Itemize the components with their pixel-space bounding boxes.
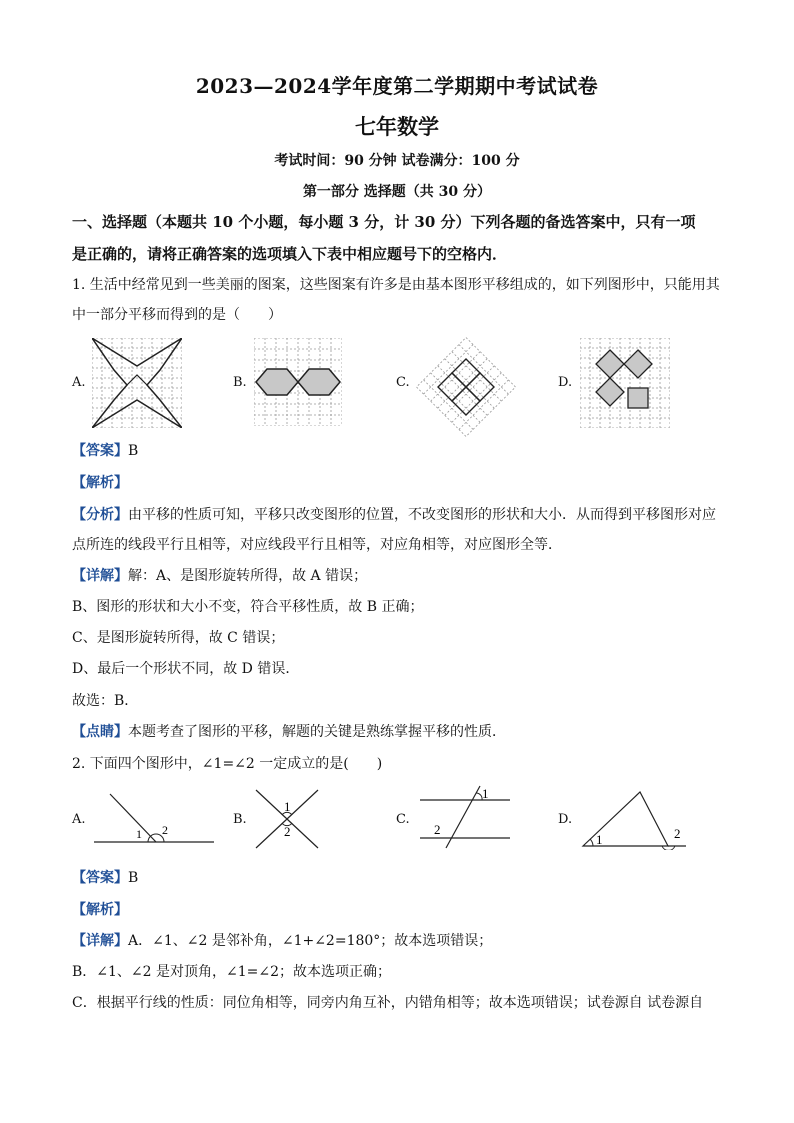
section-instruction-line2: 是正确的，请将正确答案的选项填入下表中相应题号下的空格内． — [72, 245, 508, 263]
q1-detail-d: D、最后一个形状不同，故 D 错误． — [72, 661, 300, 677]
angle-1-label: 1 — [596, 832, 603, 847]
q1-option-b-label: B. — [233, 375, 247, 390]
q1-stem-line1: 1. 生活中经常见到一些美丽的图案，这些图案有许多是由基本图形平移组成的，如下列图形中，只能用其 — [72, 277, 720, 293]
q1-figure-b — [254, 338, 342, 426]
q1-answer-row — [72, 441, 732, 461]
part-title: 第一部分 选择题（共 30 分） — [302, 184, 492, 200]
exam-title: 2023—2024学年度第二学期期中考试试卷 — [195, 74, 599, 98]
q1-choose: 故选：B． — [72, 693, 139, 709]
answer-tag: 【答案】 — [72, 870, 128, 886]
q2-option-c-label: C. — [396, 812, 410, 827]
q1-option-d-label: D. — [558, 375, 573, 390]
comment-tag: 【点睛】 — [72, 724, 128, 740]
q1-fenxi-line2: 点所连的线段平行且相等，对应线段平行且相等，对应角相等，对应图形全等． — [72, 537, 562, 553]
q2-answer: B — [128, 870, 139, 886]
q2-detail-a: A．∠1、∠2 是邻补角，∠1+∠2=180°；故本选项错误； — [128, 933, 493, 949]
angle-1-label: 1 — [482, 786, 489, 801]
q1-fenxi-text1: 由平移的性质可知，平移只改变图形的位置，不改变图形的形状和大小．从而得到平移图形对应 — [128, 507, 716, 523]
q2-figure-a — [92, 790, 217, 850]
q1-fenxi-line1 — [72, 505, 732, 525]
q1-detail-b: B、图形的形状和大小不变，符合平移性质，故 B 正确； — [72, 599, 424, 615]
detail-tag: 【详解】 — [72, 933, 128, 949]
q2-option-b-label: B. — [233, 812, 247, 827]
q1-option-c-label: C. — [396, 375, 410, 390]
q2-figure-c — [418, 784, 513, 850]
q1-analysis-row — [72, 473, 732, 493]
q1-figure-d — [580, 338, 670, 428]
analysis-tag: 【解析】 — [72, 902, 128, 918]
q1-option-a-label: A. — [72, 375, 86, 390]
answer-tag: 【答案】 — [72, 443, 128, 459]
q2-detail-b: B．∠1、∠2 是对顶角，∠1=∠2；故本选项正确； — [72, 964, 392, 980]
q2-answer-row — [72, 868, 732, 888]
angle-2-label: 2 — [162, 823, 168, 837]
q1-detail-c: C、是图形旋转所得，故 C 错误； — [72, 630, 285, 646]
exam-info: 考试时间：90 分钟 试卷满分：100 分 — [274, 153, 520, 169]
q2-detail-c: C．根据平行线的性质：同位角相等，同旁内角互补，内错角相等；故本选项错误；试卷源自 试卷源自 — [72, 995, 704, 1011]
angle-2-label: 2 — [674, 826, 681, 841]
angle-2-label: 2 — [434, 822, 441, 837]
q2-option-a-label: A. — [72, 812, 86, 827]
q2-figure-b — [252, 786, 322, 852]
q2-option-d-label: D. — [558, 812, 573, 827]
q1-figure-c — [416, 337, 516, 437]
q1-comment-row — [72, 722, 732, 742]
q2-figure-d — [580, 786, 692, 850]
q1-detail-a: 解：A、是图形旋转所得，故 A 错误； — [128, 568, 368, 584]
fenxi-tag: 【分析】 — [72, 507, 128, 523]
q1-figure-a — [92, 338, 182, 428]
q2-detail-row — [72, 931, 732, 951]
q1-detail-row — [72, 566, 732, 586]
q2-analysis-row — [72, 900, 732, 920]
angle-1-label: 1 — [136, 827, 142, 841]
q1-stem-line2: 中一部分平移而得到的是（ ） — [72, 307, 282, 323]
subject-title: 七年数学 — [355, 114, 439, 139]
detail-tag: 【详解】 — [72, 568, 128, 584]
angle-2-label: 2 — [284, 824, 291, 839]
q1-answer: B — [128, 443, 139, 459]
analysis-tag: 【解析】 — [72, 475, 128, 491]
section-instruction-line1: 一、选择题（本题共 10 个小题，每小题 3 分，计 30 分）下列各题的备选答案中，只有一项 — [72, 213, 696, 231]
q1-comment: 本题考查了图形的平移，解题的关键是熟练掌握平移的性质． — [128, 724, 506, 740]
q2-stem: 2. 下面四个图形中，∠1=∠2 一定成立的是( ) — [72, 756, 383, 772]
angle-1-label: 1 — [284, 799, 291, 814]
